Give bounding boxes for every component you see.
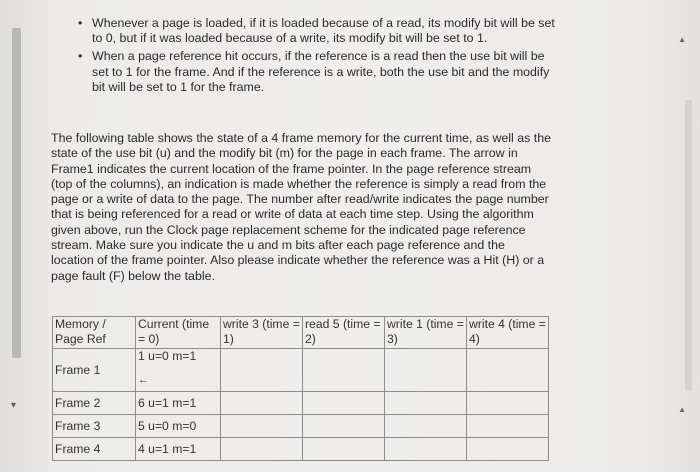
paragraph-start: The following table shows the state of a 4 xyxy=(51,131,279,145)
answer-cell[interactable] xyxy=(221,438,303,461)
row-label: Frame 3 xyxy=(53,415,136,438)
answer-cell[interactable] xyxy=(221,349,303,392)
scroll-arrow-icon[interactable]: ▾ xyxy=(11,400,17,411)
list-item xyxy=(78,16,558,46)
table-row xyxy=(53,415,549,438)
bullet-icon: • xyxy=(78,49,83,64)
header-memory: Memory / Page Ref xyxy=(53,317,136,349)
answer-cell[interactable] xyxy=(467,392,549,415)
list-item xyxy=(78,49,558,95)
answer-cell[interactable] xyxy=(467,438,549,461)
frame-state-cell xyxy=(136,349,221,392)
frame-state: 5 u=0 m=0 xyxy=(136,415,221,438)
scrollbar[interactable] xyxy=(12,28,21,358)
header-write4: write 4 (time = 4) xyxy=(467,317,549,349)
frame-state: 4 u=1 m=1 xyxy=(136,438,221,461)
chevron-up-icon[interactable]: ▲ xyxy=(678,35,686,44)
row-label: Frame 4 xyxy=(53,438,136,461)
answer-cell[interactable] xyxy=(303,438,385,461)
bullet-text: Whenever a page is loaded, if it is loaded because of a read, its modify bit will be set to 0, but if it was loaded because of a write, its modify bit will be set to 1. xyxy=(92,16,555,46)
answer-cell[interactable] xyxy=(385,415,467,438)
chevron-down-icon[interactable]: ▲ xyxy=(678,405,686,414)
answer-cell[interactable] xyxy=(385,349,467,392)
bullet-list xyxy=(78,16,558,98)
answer-cell[interactable] xyxy=(221,415,303,438)
frame-state: 1 u=0 m=1 xyxy=(138,349,197,363)
bullet-icon: • xyxy=(78,16,83,30)
frame-pointer-arrow-icon: ← xyxy=(138,373,149,386)
instructions-paragraph xyxy=(51,131,551,284)
table-row xyxy=(53,392,549,415)
answer-cell[interactable] xyxy=(467,415,549,438)
table-row xyxy=(53,438,549,461)
row-label: Frame 2 xyxy=(53,392,136,415)
header-current: Current (time = 0) xyxy=(136,317,221,349)
row-label: Frame 1 xyxy=(53,349,136,392)
answer-cell[interactable] xyxy=(221,392,303,415)
answer-cell[interactable] xyxy=(303,415,385,438)
answer-cell[interactable] xyxy=(467,349,549,392)
bullet-text: When a page reference hit occurs, if the reference is a read then the use bit will be set to 1 for the frame. And if the reference is a write, both the use bit and the modify bit will be set to 1 for the frame. xyxy=(92,49,550,94)
answer-cell[interactable] xyxy=(303,392,385,415)
answer-cell[interactable] xyxy=(385,392,467,415)
frame-table xyxy=(52,316,549,461)
table-row xyxy=(53,349,549,392)
header-write1: write 1 (time = 3) xyxy=(385,317,467,349)
answer-cell[interactable] xyxy=(385,438,467,461)
side-panel-edge xyxy=(685,100,692,390)
paragraph-rest: frame memory for the current time, as well as the state of the use bit (u) and the modify bit (m) for the page in each frame. The arrow in Frame1 indicates the current location of the frame pointer. In the page reference stream (top of the columns), an indication is made whether the reference is simply a read from the page or a write of data to the page. The number after read/write indicates the page number that is being referenced for a read or write of data at each time step. Using the algorithm given above, run the Clock page replacement scheme for the indicated page reference stream. Make sure you indicate the u and m bits after each page reference and the location of the frame pointer. Also please indicate whether the reference was a Hit (H) or a page fault (F) below the table. xyxy=(51,131,551,283)
header-write3: write 3 (time = 1) xyxy=(221,317,303,349)
header-read5: read 5 (time = 2) xyxy=(303,317,385,349)
answer-cell[interactable] xyxy=(303,349,385,392)
frame-state: 6 u=1 m=1 xyxy=(136,392,221,415)
